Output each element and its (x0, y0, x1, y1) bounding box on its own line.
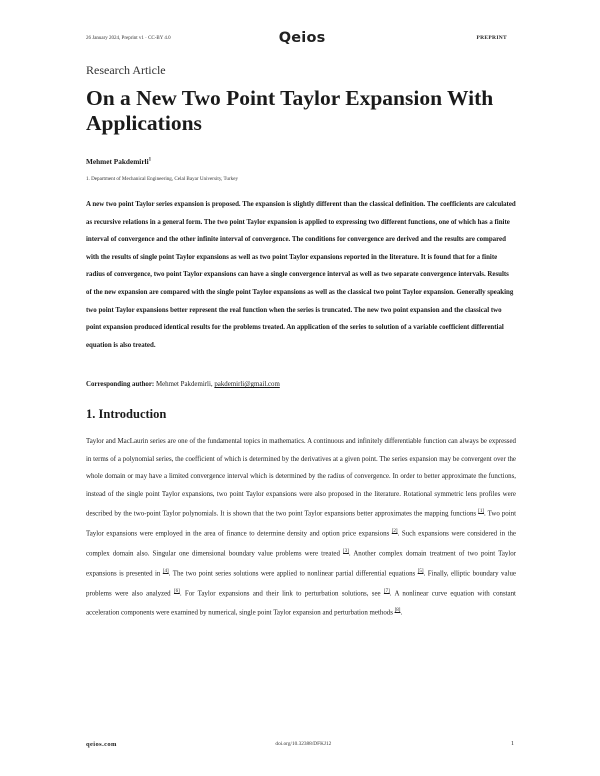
citation-link[interactable]: [1] (478, 509, 485, 515)
section-heading: 1. Introduction (86, 407, 167, 422)
intro-paragraph (86, 433, 516, 622)
qeios-logo[interactable]: Qeios (278, 30, 326, 46)
site-name[interactable]: qeios.com (86, 740, 117, 748)
intro-text: . A nonlinear curve equation with constant acceleration components were examined by numerical, single point Taylor expansion and perturbation methods (86, 589, 516, 617)
citation-link[interactable]: [5] (417, 568, 424, 574)
citation-link[interactable]: [7] (383, 588, 390, 594)
article-type: Research Article (86, 63, 166, 77)
citation-link[interactable]: [8] (394, 608, 401, 614)
intro-text: . Such expansions were considered in the complex domain also. Singular one dimensional boundary value problems were treated (86, 530, 516, 558)
intro-text: . The two point series solutions were applied to nonlinear partial differential equations (168, 570, 416, 578)
corresponding-label: Corresponding author: (86, 381, 155, 389)
preprint-badge: PREPRINT (476, 35, 507, 41)
corresponding-email-link[interactable]: pakdemirli@gmail.com (214, 381, 280, 389)
date-license: 26 January 2024, Preprint v1 · CC-BY 4.0 (86, 35, 171, 41)
affiliation: 1. Department of Mechanical Engineering, Celal Bayar University, Turkey (86, 176, 239, 182)
doi-link[interactable]: doi.org/10.32388/DFKJ12 (275, 741, 332, 747)
page-footer (86, 738, 514, 750)
author-name[interactable]: Mehmet Pakdemirli (86, 157, 149, 166)
citation-link[interactable]: [6] (173, 588, 180, 594)
corresponding-name: Mehmet Pakdemirli, (155, 381, 213, 389)
intro-text: . Another complex domain treatment of two point Taylor expansions is presented in (86, 550, 516, 578)
intro-text: . Finally, elliptic boundary value problems were also analyzed (86, 570, 516, 597)
author-affil-marker: 1 (148, 157, 152, 163)
article-content (86, 60, 516, 622)
page-title: On a New Two Point Taylor Expansion With Applications (86, 86, 494, 135)
page-header (86, 28, 507, 48)
citation-link[interactable]: [2] (391, 529, 398, 535)
citation-link[interactable]: [4] (162, 568, 169, 574)
abstract: A new two point Taylor series expansion is proposed. The expansion is slightly different than the classical definition. The coefficients are calculated as recursive relations in a general form. The two point Taylor expansion is applied to expressing two different functions, one of which has a finite interval of convergence and the other infinite interval of convergence. The conditions for convergence are derived and the results are compared with the results of single point Taylor expansions as well as two point Taylor expansions reported in the literature. It is found that for a finite radius of convergence, two point Taylor expansions can have a single convergence interval as well as two separate convergence intervals. Results of the new expansion are compared with the single point Taylor expansions as well as the classical two point Taylor expansion. Generally speaking two point Taylor expansions better represent the real function when the series is truncated. The new two point expansion and the classical two point expansion produced identical results for the problems treated. An application of the series to solution of a variable coefficient differential equation is also treated. (86, 201, 516, 349)
corresponding-author (86, 381, 516, 388)
intro-text: Taylor and MacLaurin series are one of the fundamental topics in mathematics. A continuous and infinitely differentiable function can always be expressed in terms of a polynomial series, the coefficient of which is determined by the derivatives at a given point. The series expansion may be convergent over the whole domain or may have a limited convergence interval which is determined by the radius of convergence. In order to better approximate the functions, instead of the single point Taylor expansions, two point Taylor expansions were also proposed in the literature. Rotational symmetric lens profiles were described by the two-point Taylor polynomials. It is shown that the two point Taylor expansions better approximates the mapping functions (86, 438, 516, 518)
page-number: 1 (511, 741, 514, 747)
author-line (86, 157, 516, 166)
intro-text: . For Taylor expansions and their link to perturbation solutions, see (179, 589, 381, 597)
intro-text: . Two point Taylor expansions were employed in the area of finance to determine density and option price expansions (86, 510, 516, 538)
citation-link[interactable]: [3] (343, 548, 349, 554)
intro-text: . (400, 609, 403, 617)
